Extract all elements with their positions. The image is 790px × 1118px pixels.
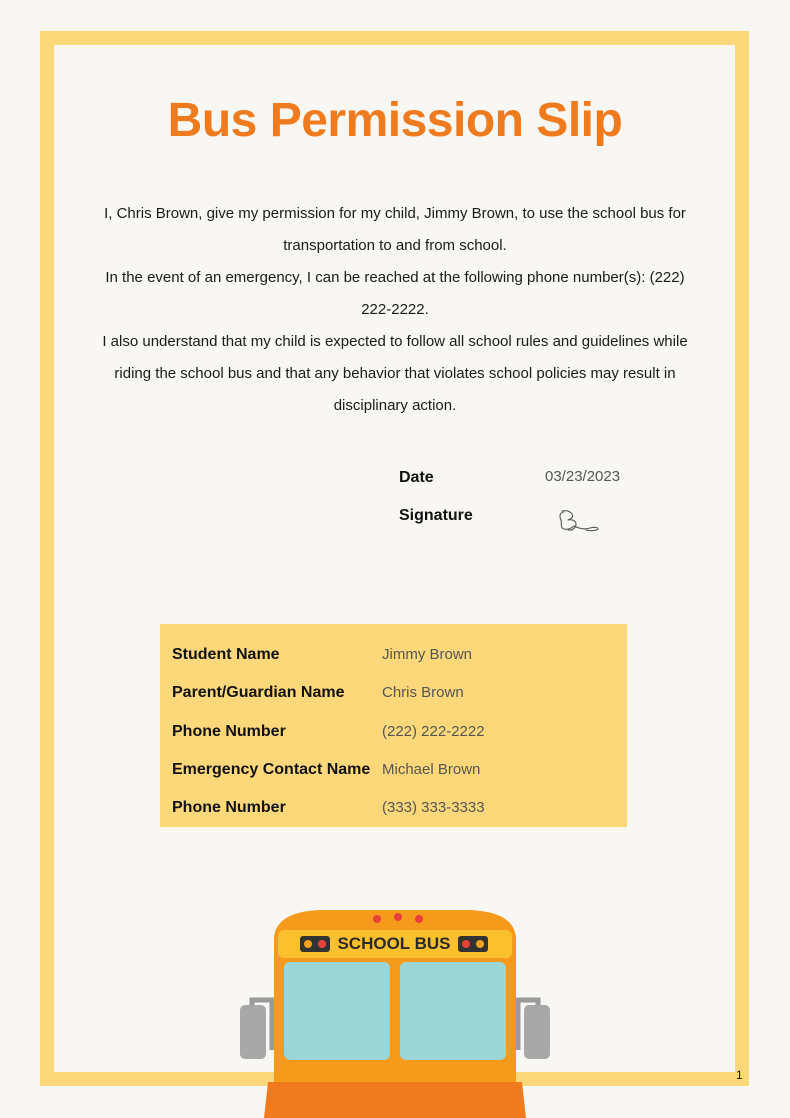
paragraph-permission: I, Chris Brown, give my permission for my child, Jimmy Brown, to use the school bus for transportation to and from school. bbox=[104, 205, 686, 254]
signature-label: Signature bbox=[399, 507, 473, 524]
info-value: Chris Brown bbox=[382, 684, 464, 701]
info-label: Phone Number bbox=[172, 723, 286, 740]
right-mirror bbox=[524, 1005, 550, 1059]
page-title: Bus Permission Slip bbox=[167, 94, 623, 147]
info-row-emergency-phone bbox=[160, 787, 627, 825]
info-row-guardian-name bbox=[160, 672, 627, 710]
school-bus-illustration bbox=[230, 900, 560, 1118]
right-window bbox=[400, 962, 506, 1060]
info-value: Michael Brown bbox=[382, 761, 481, 778]
info-row-phone bbox=[160, 711, 627, 749]
info-label: Emergency Contact Name bbox=[172, 761, 371, 778]
info-label: Student Name bbox=[172, 646, 280, 663]
bus-sign: SCHOOL BUS bbox=[337, 934, 451, 953]
info-value: (222) 222-2222 bbox=[382, 723, 485, 740]
date-label: Date bbox=[399, 469, 434, 486]
paragraph-rules: I also understand that my child is expected to follow all school rules and guidelines while riding the school bus and that any behavior that violates school policies may result in disciplinary action. bbox=[102, 333, 688, 414]
permission-text bbox=[100, 198, 690, 422]
left-window bbox=[284, 962, 390, 1060]
left-mirror bbox=[240, 1005, 266, 1059]
info-value: (333) 333-3333 bbox=[382, 799, 485, 816]
info-label: Phone Number bbox=[172, 799, 286, 816]
info-value: Jimmy Brown bbox=[382, 646, 473, 663]
info-row-emergency-contact bbox=[160, 749, 627, 787]
paragraph-emergency: In the event of an emergency, I can be reached at the following phone number(s): (222) 222-2222. bbox=[105, 269, 685, 318]
student-info-table bbox=[160, 624, 627, 827]
date-value: 03/23/2023 bbox=[545, 468, 621, 485]
page-number: 1 bbox=[736, 1068, 743, 1082]
signature-image bbox=[556, 506, 602, 536]
info-row-student-name bbox=[160, 634, 627, 672]
info-label: Parent/Guardian Name bbox=[172, 684, 345, 701]
